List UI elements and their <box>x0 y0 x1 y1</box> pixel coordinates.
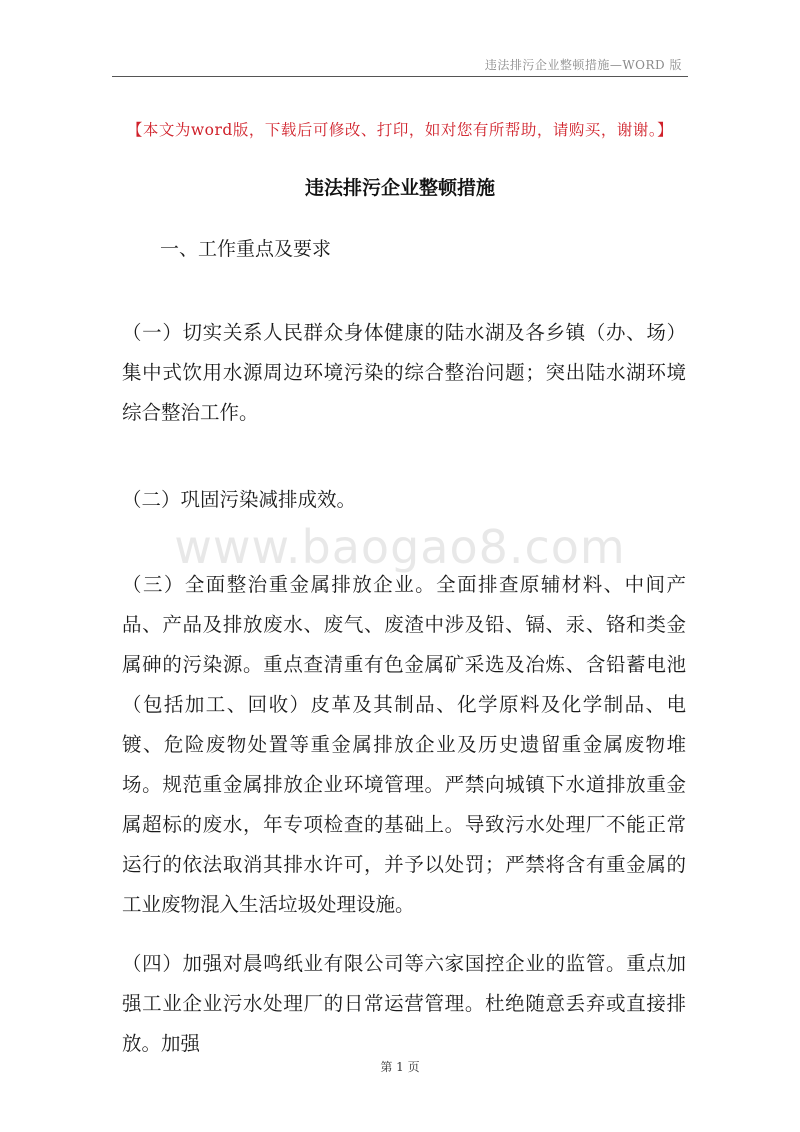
document-title: 违法排污企业整顿措施 <box>304 177 495 199</box>
section-heading: 一、工作重点及要求 <box>160 238 332 260</box>
download-notice: 【本文为word版，下载后可修改、打印，如对您有所帮助，请购买，谢谢。】 <box>126 121 674 139</box>
header-divider <box>112 76 688 77</box>
paragraph-3: （三）全面整治重金属排放企业。全面排查原辅材料、中间产品、产品及排放废水、废气、废渣中涉及铅、镉、汞、铬和类金属砷的污染源。重点查清重有色金属矿采选及冶炼、含铅蓄电池（包括加工、回收）皮革及其制品、化学原料及化学制品、电镀、危险废物处置等重金属排放企业及历史遗留重金属废物堆场。规范重金属排放企业环境管理。严禁向城镇下水道排放重金属超标的废水，年专项检查的基础上。导致污水处理厂不能正常运行的依法取消其排水许可，并予以处罚；严禁将含有重金属的工业废物混入生活垃圾处理设施。 <box>122 573 686 916</box>
page-number: 第 1 页 <box>380 1060 420 1074</box>
watermark: www.baogao8.com <box>174 520 626 574</box>
paragraph-4: （四）加强对晨鸣纸业有限公司等六家国控企业的监管。重点加强工业企业污水处理厂的日常运营管理。杜绝随意丢弃或直接排放。加强 <box>122 952 686 1055</box>
paragraph-1: （一）切实关系人民群众身体健康的陆水湖及各乡镇（办、场）集中式饮用水源周边环境污染的综合整治问题；突出陆水湖环境综合整治工作。 <box>122 321 686 424</box>
paragraph-2: （二）巩固污染减排成效。 <box>122 488 357 511</box>
running-header: 违法排污企业整顿措施—WORD 版 <box>484 58 682 72</box>
